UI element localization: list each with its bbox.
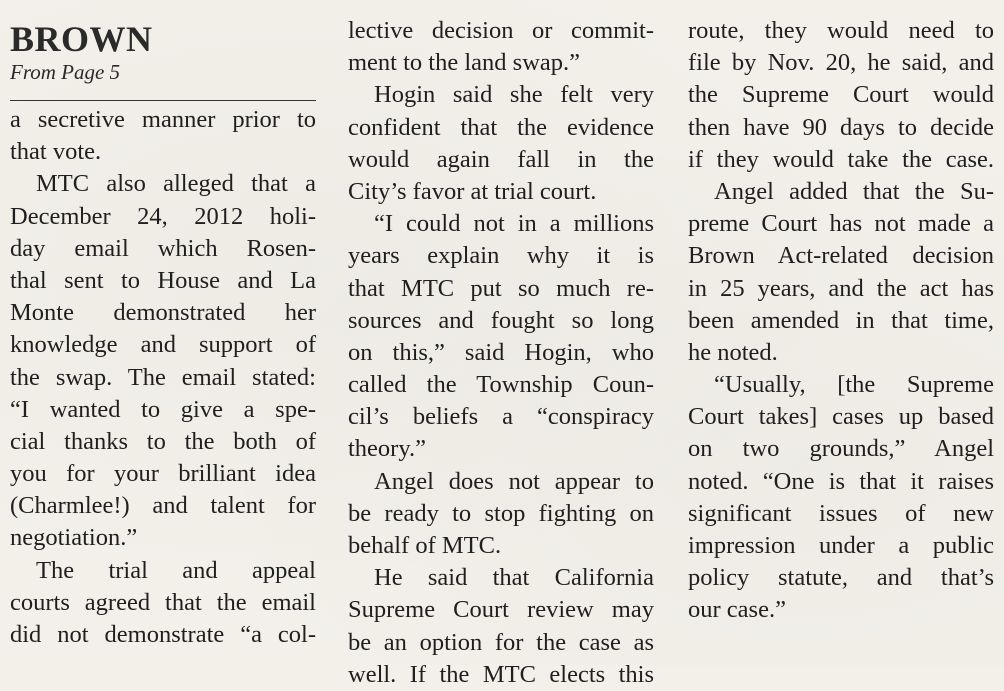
text-line: been amended in that time,	[688, 306, 994, 334]
text-line: the swap. The email stated:	[10, 363, 316, 391]
text-line: behalf of MTC.	[348, 532, 502, 559]
header-rule	[10, 100, 316, 101]
text-line: Angel added that the Su-	[714, 177, 994, 205]
text-line: be an option for the case as	[348, 628, 654, 656]
column-1-body	[10, 104, 316, 651]
text-line: sources and fought so long	[348, 306, 654, 334]
column-3	[688, 0, 994, 665]
text-line: courts agreed that the email	[10, 588, 316, 616]
text-line: cil’s beliefs a “conspiracy	[348, 403, 654, 431]
column-2-body	[348, 15, 654, 691]
text-line: that MTC put so much re-	[348, 274, 654, 302]
text-line: day email which Rosen-	[10, 234, 316, 262]
text-line: well. If the MTC elects this	[348, 660, 654, 688]
continuation-headline: BROWN	[10, 19, 153, 59]
text-line: lective decision or commit-	[348, 17, 654, 44]
text-line: be ready to stop fighting on	[348, 499, 654, 527]
column-3-body	[688, 15, 994, 627]
column-2	[348, 0, 654, 688]
text-line: The trial and appeal	[36, 556, 316, 584]
text-line: December 24, 2012 holi-	[10, 202, 316, 230]
text-line: impression under a public	[688, 532, 994, 559]
text-line: He said that California	[374, 564, 654, 592]
text-line: MTC also alleged that a	[36, 170, 316, 198]
text-line: noted. “One is that it raises	[688, 467, 994, 495]
text-line: confident that the evidence	[348, 113, 654, 141]
column-1	[10, 0, 316, 665]
text-line: thal sent to House and La	[10, 266, 316, 294]
text-line: Hogin said she felt very	[374, 81, 654, 109]
text-line: Angel does not appear to	[374, 467, 654, 495]
text-line: Supreme Court review may	[348, 596, 654, 624]
text-line: then have 90 days to decide	[688, 113, 994, 141]
text-line: on two grounds,” Angel	[688, 435, 994, 463]
text-line: if they would take the case.	[688, 145, 994, 173]
text-line: file by Nov. 20, he said, and	[688, 49, 994, 77]
text-line: policy statute, and that’s	[688, 564, 994, 592]
text-line: the Supreme Court would	[688, 81, 994, 109]
text-line: you for your brilliant idea	[10, 460, 316, 488]
text-line: Brown Act-related decision	[688, 242, 994, 270]
text-line: in 25 years, and the act has	[688, 274, 994, 302]
text-line: negotiation.”	[10, 524, 138, 552]
text-line: “I wanted to give a spe-	[10, 395, 316, 423]
text-line: significant issues of new	[688, 499, 994, 527]
jump-line: From Page 5	[10, 60, 121, 84]
text-line: cial thanks to the both of	[10, 427, 316, 455]
text-line: called the Township Coun-	[348, 371, 654, 399]
text-line: on this,” said Hogin, who	[348, 338, 654, 366]
text-line: theory.”	[348, 435, 426, 463]
text-line: he noted.	[688, 338, 778, 366]
text-line: preme Court has not made a	[688, 210, 994, 238]
text-line: a secretive manner prior to	[10, 106, 316, 133]
text-line: “I could not in a millions	[374, 210, 654, 238]
text-line: Monte demonstrated her	[10, 299, 316, 327]
text-line: ment to the land swap.”	[348, 49, 581, 77]
text-line: would again fall in the	[348, 145, 654, 173]
text-line: knowledge and support of	[10, 331, 316, 359]
text-line: Court takes] cases up based	[688, 403, 994, 431]
text-line: route, they would need to	[688, 17, 994, 44]
text-line: (Charmlee!) and talent for	[10, 492, 316, 520]
text-line: years explain why it is	[348, 242, 654, 270]
text-line: did not demonstrate “a col-	[10, 621, 316, 648]
text-line: “Usually, [the Supreme	[714, 371, 994, 399]
text-line: City’s favor at trial court.	[348, 177, 597, 205]
text-line: that vote.	[10, 138, 102, 166]
text-line: our case.”	[688, 596, 786, 624]
